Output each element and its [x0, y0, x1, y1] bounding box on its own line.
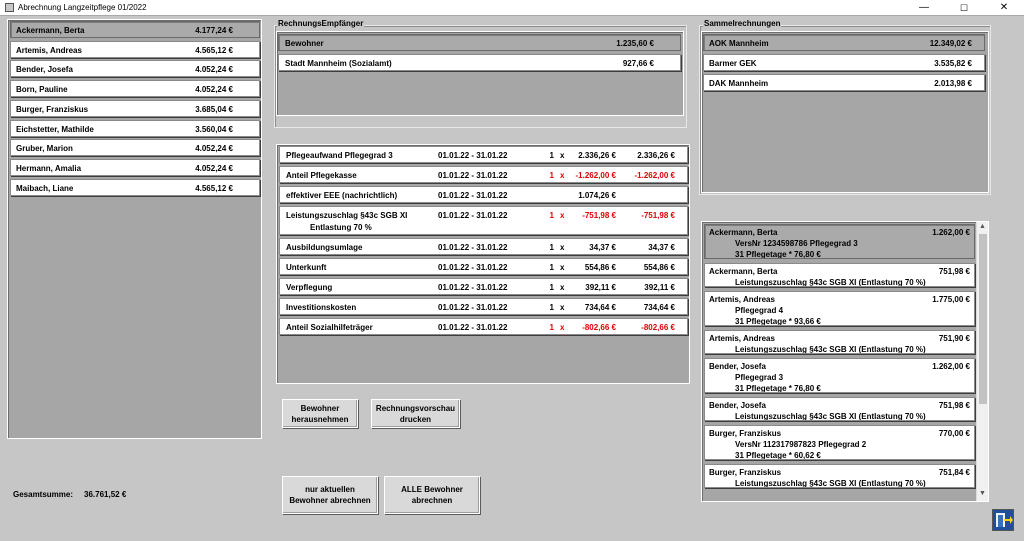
position-quantity: 1 — [549, 243, 554, 252]
position-times: x — [560, 303, 565, 312]
position-times: x — [560, 323, 565, 332]
position-price: 734,64 € — [584, 303, 616, 312]
position-label: Leistungszuschlag §43c SGB XI — [286, 211, 408, 220]
detail-line: 31 Pflegetage * 76,80 € — [735, 250, 821, 259]
detail-line: VersNr 1234598786 Pflegegrad 3 — [735, 239, 858, 248]
position-price: 34,37 € — [589, 243, 616, 252]
resident-amount: 4.177,24 € — [195, 26, 233, 35]
resident-amount: 4.052,24 € — [195, 144, 233, 154]
collective-group-label: Sammelrechnungen — [704, 19, 781, 28]
collective-amount: 2.013,98 € — [934, 79, 972, 88]
position-total: -802,66 € — [641, 323, 675, 332]
detail-line: 31 Pflegetage * 60,62 € — [735, 451, 821, 460]
total-label: Gesamtsumme: — [13, 490, 74, 499]
position-total: 554,86 € — [643, 263, 675, 272]
resident-row[interactable] — [10, 41, 260, 58]
position-row[interactable] — [279, 318, 688, 335]
collective-row[interactable] — [703, 54, 985, 71]
position-sub-label: Entlastung 70 % — [310, 223, 372, 232]
position-quantity: 1 — [549, 283, 554, 292]
bill-current-label: nur aktuellen Bewohner abrechnen — [289, 485, 371, 505]
position-times: x — [560, 263, 565, 272]
position-row[interactable] — [279, 258, 688, 275]
recipient-name: Bewohner — [285, 39, 324, 48]
exit-door-icon — [993, 510, 1013, 530]
detail-line: Leistungszuschlag §43c SGB XI (Entlastung 70 %) — [735, 345, 926, 354]
position-times: x — [560, 151, 565, 160]
position-price: 554,86 € — [584, 263, 616, 272]
collective-name: Barmer GEK — [709, 59, 757, 68]
detail-name: Bender, Josefa — [709, 362, 766, 371]
detail-name: Bender, Josefa — [709, 401, 766, 410]
position-label: Unterkunft — [286, 263, 327, 272]
position-price: -802,66 € — [582, 323, 616, 332]
recipient-row[interactable] — [278, 34, 681, 51]
detail-line: Leistungszuschlag §43c SGB XI (Entlastung 70 %) — [735, 412, 926, 421]
resident-name: Bender, Josefa — [16, 65, 73, 75]
detail-name: Ackermann, Berta — [709, 267, 778, 276]
detail-name: Ackermann, Berta — [709, 228, 778, 237]
close-button[interactable]: ✕ — [999, 2, 1009, 13]
position-price: -751,98 € — [582, 211, 616, 220]
position-row[interactable] — [279, 298, 688, 315]
resident-name: Maibach, Liane — [16, 183, 74, 193]
resident-name: Ackermann, Berta — [16, 26, 85, 35]
detail-row[interactable] — [704, 425, 975, 460]
detail-row[interactable] — [704, 358, 975, 393]
resident-amount: 4.052,24 € — [195, 65, 233, 75]
position-period: 01.01.22 - 31.01.22 — [438, 283, 508, 292]
remove-resident-label: Bewohner herausnehmen — [291, 403, 349, 424]
resident-row[interactable] — [10, 60, 260, 77]
resident-amount: 4.565,12 € — [195, 183, 233, 193]
position-period: 01.01.22 - 31.01.22 — [438, 323, 508, 332]
resident-amount: 3.685,04 € — [195, 104, 233, 114]
total-value: 36.761,52 € — [84, 490, 127, 499]
resident-name: Burger, Franziskus — [16, 104, 89, 114]
detail-amount: 751,98 € — [938, 267, 970, 276]
position-row[interactable] — [279, 146, 688, 163]
detail-line: Pflegegrad 3 — [735, 373, 784, 382]
position-price: 1.074,26 € — [578, 191, 616, 200]
position-times: x — [560, 243, 565, 252]
detail-row[interactable] — [704, 224, 975, 259]
recipient-row[interactable] — [278, 54, 681, 71]
position-period: 01.01.22 - 31.01.22 — [438, 243, 508, 252]
position-quantity: 1 — [549, 171, 554, 180]
detail-row[interactable] — [704, 330, 975, 354]
detail-line: 31 Pflegetage * 76,80 € — [735, 384, 821, 393]
resident-row[interactable] — [10, 21, 260, 38]
resident-amount: 3.560,04 € — [195, 124, 233, 134]
recipient-amount: 927,66 € — [622, 59, 654, 68]
scrollbar-thumb[interactable] — [979, 234, 987, 404]
detail-amount: 751,98 € — [938, 401, 970, 410]
position-row[interactable] — [279, 206, 688, 235]
resident-row[interactable] — [10, 159, 260, 176]
position-quantity: 1 — [549, 303, 554, 312]
bill-current-resident-button[interactable] — [282, 476, 378, 514]
position-period: 01.01.22 - 31.01.22 — [438, 211, 508, 220]
collective-amount: 3.535,82 € — [934, 59, 972, 68]
print-preview-label: Rechnungsvorschau drucken — [375, 403, 456, 424]
position-label: Anteil Sozialhilfeträger — [286, 323, 373, 332]
position-label: Pflegeaufwand Pflegegrad 3 — [286, 151, 393, 160]
position-price: 392,11 € — [585, 283, 616, 292]
position-total: -751,98 € — [641, 211, 675, 220]
scroll-down-arrow[interactable]: ▼ — [979, 490, 986, 497]
collective-name: DAK Mannheim — [709, 79, 769, 88]
resident-name: Born, Pauline — [16, 85, 68, 95]
app-icon — [5, 3, 14, 12]
detail-amount: 1.262,00 € — [932, 228, 970, 237]
window-title: Abrechnung Langzeitpflege 01/2022 — [18, 3, 147, 12]
detail-line: Pflegegrad 4 — [735, 306, 784, 315]
resident-row[interactable] — [10, 100, 260, 117]
resident-amount: 4.052,24 € — [195, 85, 233, 95]
position-quantity: 1 — [549, 211, 554, 220]
position-period: 01.01.22 - 31.01.22 — [438, 263, 508, 272]
resident-name: Gruber, Marion — [16, 144, 73, 154]
detail-line: Leistungszuschlag §43c SGB XI (Entlastung 70 %) — [735, 278, 926, 287]
detail-amount: 751,90 € — [938, 334, 970, 343]
resident-name: Hermann, Amalia — [16, 163, 82, 173]
position-row[interactable] — [279, 278, 688, 295]
position-times: x — [560, 171, 565, 180]
scroll-up-arrow[interactable]: ▲ — [979, 223, 986, 230]
collective-row[interactable] — [703, 74, 985, 91]
position-total: 34,37 € — [648, 243, 675, 252]
detail-amount: 1.262,00 € — [932, 362, 970, 371]
bill-all-residents-button[interactable] — [384, 476, 480, 514]
detail-name: Burger, Franziskus — [709, 468, 782, 477]
position-quantity: 1 — [549, 151, 554, 160]
resident-amount: 4.565,12 € — [195, 45, 233, 55]
detail-amount: 751,84 € — [938, 468, 970, 477]
resident-row[interactable] — [10, 120, 260, 137]
exit-door-button[interactable] — [992, 509, 1014, 531]
position-price: -1.262,00 € — [575, 171, 616, 180]
resident-row[interactable] — [10, 139, 260, 156]
position-row[interactable] — [279, 166, 688, 183]
position-period: 01.01.22 - 31.01.22 — [438, 303, 508, 312]
collective-row[interactable] — [703, 34, 985, 51]
print-preview-button[interactable] — [371, 399, 460, 428]
position-label: Anteil Pflegekasse — [286, 171, 357, 180]
position-period: 01.01.22 - 31.01.22 — [438, 151, 508, 160]
recipient-name: Stadt Mannheim (Sozialamt) — [285, 59, 392, 68]
detail-name: Artemis, Andreas — [709, 295, 775, 304]
detail-line: VersNr 112317987823 Pflegegrad 2 — [735, 440, 867, 449]
minimize-button[interactable]: — — [919, 2, 929, 13]
position-label: Verpflegung — [286, 283, 333, 292]
position-period: 01.01.22 - 31.01.22 — [438, 191, 508, 200]
recipient-amount: 1.235,60 € — [616, 39, 654, 48]
detail-amount: 770,00 € — [938, 429, 970, 438]
detail-row[interactable] — [704, 291, 975, 326]
position-row[interactable] — [279, 238, 688, 255]
position-total: 2.336,26 € — [637, 151, 675, 160]
position-total: 392,11 € — [644, 283, 675, 292]
position-price: 2.336,26 € — [578, 151, 616, 160]
title-bar — [0, 0, 1024, 16]
remove-resident-button[interactable] — [282, 399, 358, 428]
position-total: 734,64 € — [643, 303, 675, 312]
position-times: x — [560, 211, 565, 220]
collective-name: AOK Mannheim — [709, 39, 769, 48]
collective-amount: 12.349,02 € — [929, 39, 972, 48]
detail-name: Burger, Franziskus — [709, 429, 782, 438]
detail-row[interactable] — [704, 464, 975, 488]
detail-line: Leistungszuschlag §43c SGB XI (Entlastung 70 %) — [735, 479, 926, 488]
detail-line: 31 Pflegetage * 93,66 € — [735, 317, 821, 326]
recipients-group-label: RechnungsEmpfänger — [278, 19, 364, 28]
detail-row[interactable] — [704, 263, 975, 287]
resident-name: Eichstetter, Mathilde — [16, 124, 94, 134]
position-label: effektiver EEE (nachrichtlich) — [286, 191, 398, 200]
resident-row[interactable] — [10, 179, 260, 196]
resident-row[interactable] — [10, 80, 260, 97]
bill-all-label: ALLE Bewohner abrechnen — [401, 485, 463, 505]
position-row[interactable] — [279, 186, 688, 203]
detail-row[interactable] — [704, 397, 975, 421]
position-quantity: 1 — [549, 263, 554, 272]
position-quantity: 1 — [549, 323, 554, 332]
maximize-button[interactable]: ☐ — [959, 3, 969, 13]
detail-scrollbar[interactable] — [976, 222, 988, 501]
resident-amount: 4.052,24 € — [195, 163, 233, 173]
detail-amount: 1.775,00 € — [932, 295, 970, 304]
detail-name: Artemis, Andreas — [709, 334, 775, 343]
position-period: 01.01.22 - 31.01.22 — [438, 171, 508, 180]
position-total: -1.262,00 € — [634, 171, 675, 180]
position-times: x — [560, 283, 565, 292]
position-label: Investitionskosten — [286, 303, 357, 312]
position-label: Ausbildungsumlage — [286, 243, 363, 252]
resident-name: Artemis, Andreas — [16, 45, 82, 55]
